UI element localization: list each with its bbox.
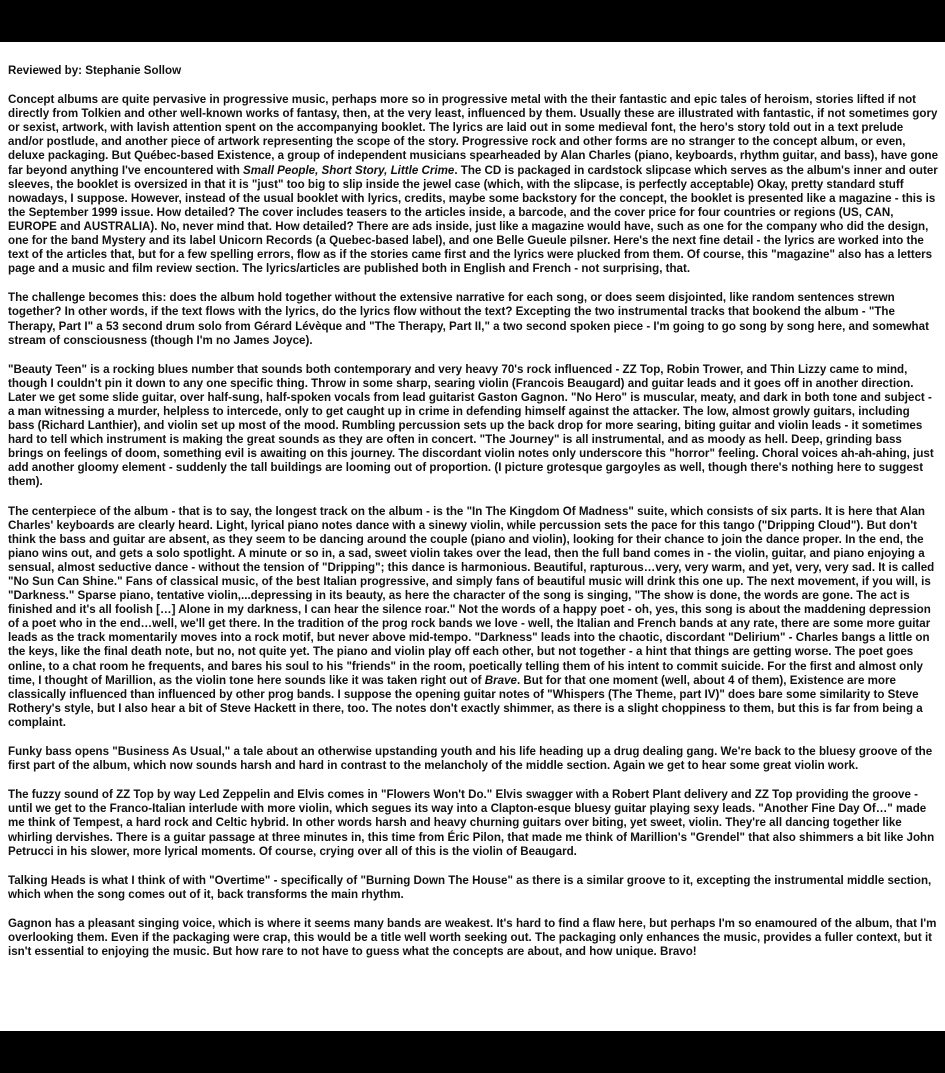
- review-paragraph-5: Funky bass opens "Business As Usual," a tale about an otherwise upstanding youth and his life heading up a drug dealing gang. We're back to the bluesy groove of the first part of the album, which now sounds harsh and hard in contrast to the melancholy of the middle section. Again we get to hear some great violin work.: [8, 744, 933, 773]
- review-paragraph-2: The challenge becomes this: does the album hold together without the extensive narrative for each song, or does seem disjointed, like random sentences strewn together? In other words, if the text flows with the lyrics, do the lyrics flow without the text? Excepting the two instrumental tracks that bookend the album - "The Therapy, Part I" a 53 second drum solo from Gérard Lévèque and "The Therapy, Part II," a two second spoken piece - I'm going to go song by song here, and somewhat stream of consciousness (though I'm no James Joyce).: [8, 290, 929, 347]
- paragraph-1-text-a: Concept albums are quite pervasive in progressive music, perhaps more so in progressive metal with the their fantastic and epic tales of heroism, stories lifted if not directly from Tolkien and other well-known works of fantasy, then, at the very least, influenced by them. Usually these are illustrated with fantastic, if not sometimes gory or sexist, artwork, with lavish attention spent on the accompanying booklet. The lyrics are laid out in some medieval font, the hero's story told out in a text prelude and/or postlude, and another piece of artwork representing the scope of the story. Progressive rock and other forms are no stranger to the concept album, or even, deluxe packaging. But Québec-based Existence, a group of independent musicians spearheaded by Alan Charles (piano, keyboards, rhythm guitar, and bass), have gone far beyond anything I've encountered with: [8, 92, 939, 177]
- bottom-black-bar: [0, 1031, 945, 1073]
- review-paragraph-8: Gagnon has a pleasant singing voice, which is where it seems many bands are weakest. It's hard to find a flaw here, but perhaps I'm so enamoured of the album, that I'm overlooking them. Even if the packaging were crap, this would be a title well worth seeking out. The packaging only enhances the music, provides a fuller context, but it isn't essential to enjoying the music. But how rare to not have to guess what the concepts are about, and how unique. Bravo!: [8, 915, 937, 959]
- review-paragraph-4: [8, 504, 939, 730]
- review-paragraph-6: The fuzzy sound of ZZ Top by way Led Zeppelin and Elvis comes in "Flowers Won't Do." Elvis swagger with a Robert Plant delivery and ZZ Top providing the groove - until we get to the Franco-Italian interlude with more violin, which segues its way into a Clapton-esque bluesy guitar playing sexy leads. "Another Fine Day Of…" made me think of Tempest, a hard rock and Celtic hybrid. In other words harsh and heavy churning guitars over biting, yet sweet, violin. They're all dancing together like whirling dervishes. There is a guitar passage at three minutes in, this time from Éric Pilon, that made me think of Marillion's "Grendel" that also shimmers a bit like John Petrucci in his slower, more lyrical moments. Of course, crying over all of this is the violin of Beaugard.: [8, 787, 935, 858]
- reviewer-byline: Reviewed by: Stephanie Sollow: [8, 63, 182, 77]
- brave-album-emphasis: Brave: [484, 672, 517, 687]
- review-paragraph-3: "Beauty Teen" is a rocking blues number that sounds both contemporary and very heavy 70's rock influenced - ZZ Top, Robin Trower, and Thin Lizzy came to mind, though I couldn't pin it down to any one specific thing. Throw in some sharp, searing violin (Francois Beaugard) and guitar leads and it goes off in another direction. Later we get some slide guitar, over half-sung, half-spoken vocals from lead guitarist Gaston Gagnon. "No Hero" is muscular, meaty, and dark in both tone and subject - a man witnessing a murder, helpless to intercede, only to get caught up in crime in defending himself against the attacker. The low, almost growly guitars, including bass (Richard Lanthier), and violin set up most of the mood. Rumbling percussion sets up the back drop for more searing, biting guitar and violin leads - it sometimes hard to tell which instrument is making the great sounds as they are often in concert. "The Journey" is all instrumental, and as moody as hell. Deep, grinding bass brings on feelings of doom, something evil is awaiting on this journey. The discordant violin notes only underscore this "horror" feeling. Choral voices ah-ah-ahing, just add another gloomy element - suddenly the tall buildings are looming out of proportion. (I picture grotesque gargoyles as well, though there's nothing here to suggest them).: [8, 361, 934, 489]
- top-black-bar: [0, 0, 945, 42]
- paragraph-1-text-b: . The CD is packaged in cardstock slipcase which serves as the album's inner and outer sleeves, the booklet is oversized in that it is "just" too big to slip inside the jewel case (which, with the slipcase, is perfectly acceptable) Okay, pretty standard stuff nowadays, I suppose. However, instead of the usual booklet with lyrics, credits, maybe some backstory for the concept, the booklet is presented like a magazine - this is the September 1999 issue. How detailed? The cover includes teasers to the articles inside, a barcode, and the cover price for four countries or regions (US, CAN, EUROPE and AUSTRALIA). No, never mind that. How detailed? There are ads inside, just like a magazine would have, such as one for the company who did the design, one for the band Mystery and its label Unicorn Records (a Quebec-based label), and one Belle Gueule pilsner. Here's the next fine detail - the lyrics are worked into the text of the articles that, but for a few spelling errors, flow as if the stories came first and the lyrics were plucked from them. Of course, this "magazine" also has a letters page and a music and film review section. The lyrics/articles are published both in English and French - not surprising, that.: [8, 162, 938, 276]
- review-paragraph-7: Talking Heads is what I think of with "Overtime" - specifically of "Burning Down The House" as there is a similar groove to it, excepting the instrumental middle section, which when the song comes out of it, back transforms the main rhythm.: [8, 872, 932, 901]
- review-paragraph-1: [8, 92, 939, 275]
- review-content: [8, 63, 939, 973]
- paragraph-4-text-a: The centerpiece of the album - that is to say, the longest track on the album - is the "In The Kingdom Of Madness" suite, which consists of six parts. It is here that Alan Charles' keyboards are clearly heard. Light, lyrical piano notes dance with a sinewy violin, while percussion sets the pace for this tango ("Dripping Cloud"). But don't think the bass and guitar are absent, as they seem to be dancing around the couple (piano and violin), looking for their chance to join the dance proper. In the end, the piano wins out, and gets a solo spotlight. A minute or so in, a sad, sweet violin takes over the lead, then the full band comes in - the violin, guitar, and piano enjoying a sensual, almost seductive dance - without the tension of "Dripping"; this dance is harmonious. Beautiful, rapturous…very, very warm, and yet, very, very sad. It is called "No Sun Can Shine." Fans of classical music, of the best Italian progressive, and simply fans of beautiful music will drink this one up. The next movement, if you will, is "Darkness." Sparse piano, tentative violin,...depressing in its beauty, as here the character of the song is singing, "The show is done, the words are gone. The act is finished and it's all foolish […] Alone in my darkness, I can hear the silence roar." Not the words of a happy poet - oh, yes, this song is about the maddening depression of a poet who in the end…well, we'll get there. In the tradition of the prog rock bands we love - well, the Italian and French bands at any rate, there are some more guitar leads as the track momentarily moves into a rock motif, but never above mid-tempo. "Darkness" leads into the chaotic, discordant "Delirium" - Charles bangs a little on the keys, like the final death note, but no, not quite yet. The piano and violin play off each other, but not together - a hint that things are getting worse. The poet goes online, to a chat room he frequents, and bares his soul to his "friends" in the room, poetically telling them of his intent to commit suicide. For the first and almost only time, I thought of Marillion, as the violin tone here sounds like it was taken right out of: [8, 503, 935, 687]
- album-title-emphasis: Small People, Short Story, Little Crime: [243, 162, 455, 177]
- review-page: [0, 42, 945, 1031]
- paragraph-4-text-b: . But for that one moment (well, about 4 of them), Existence are more classically influenced than influenced by other prog bands. I suppose the opening guitar notes of "Whispers (The Theme, part IV)" does bare some similarity to Steve Rothery's style, but I also hear a bit of Steve Hackett in there, too. The notes don't exactly shimmer, as there is a slight choppiness to them, but this is far from being a complaint.: [8, 672, 923, 729]
